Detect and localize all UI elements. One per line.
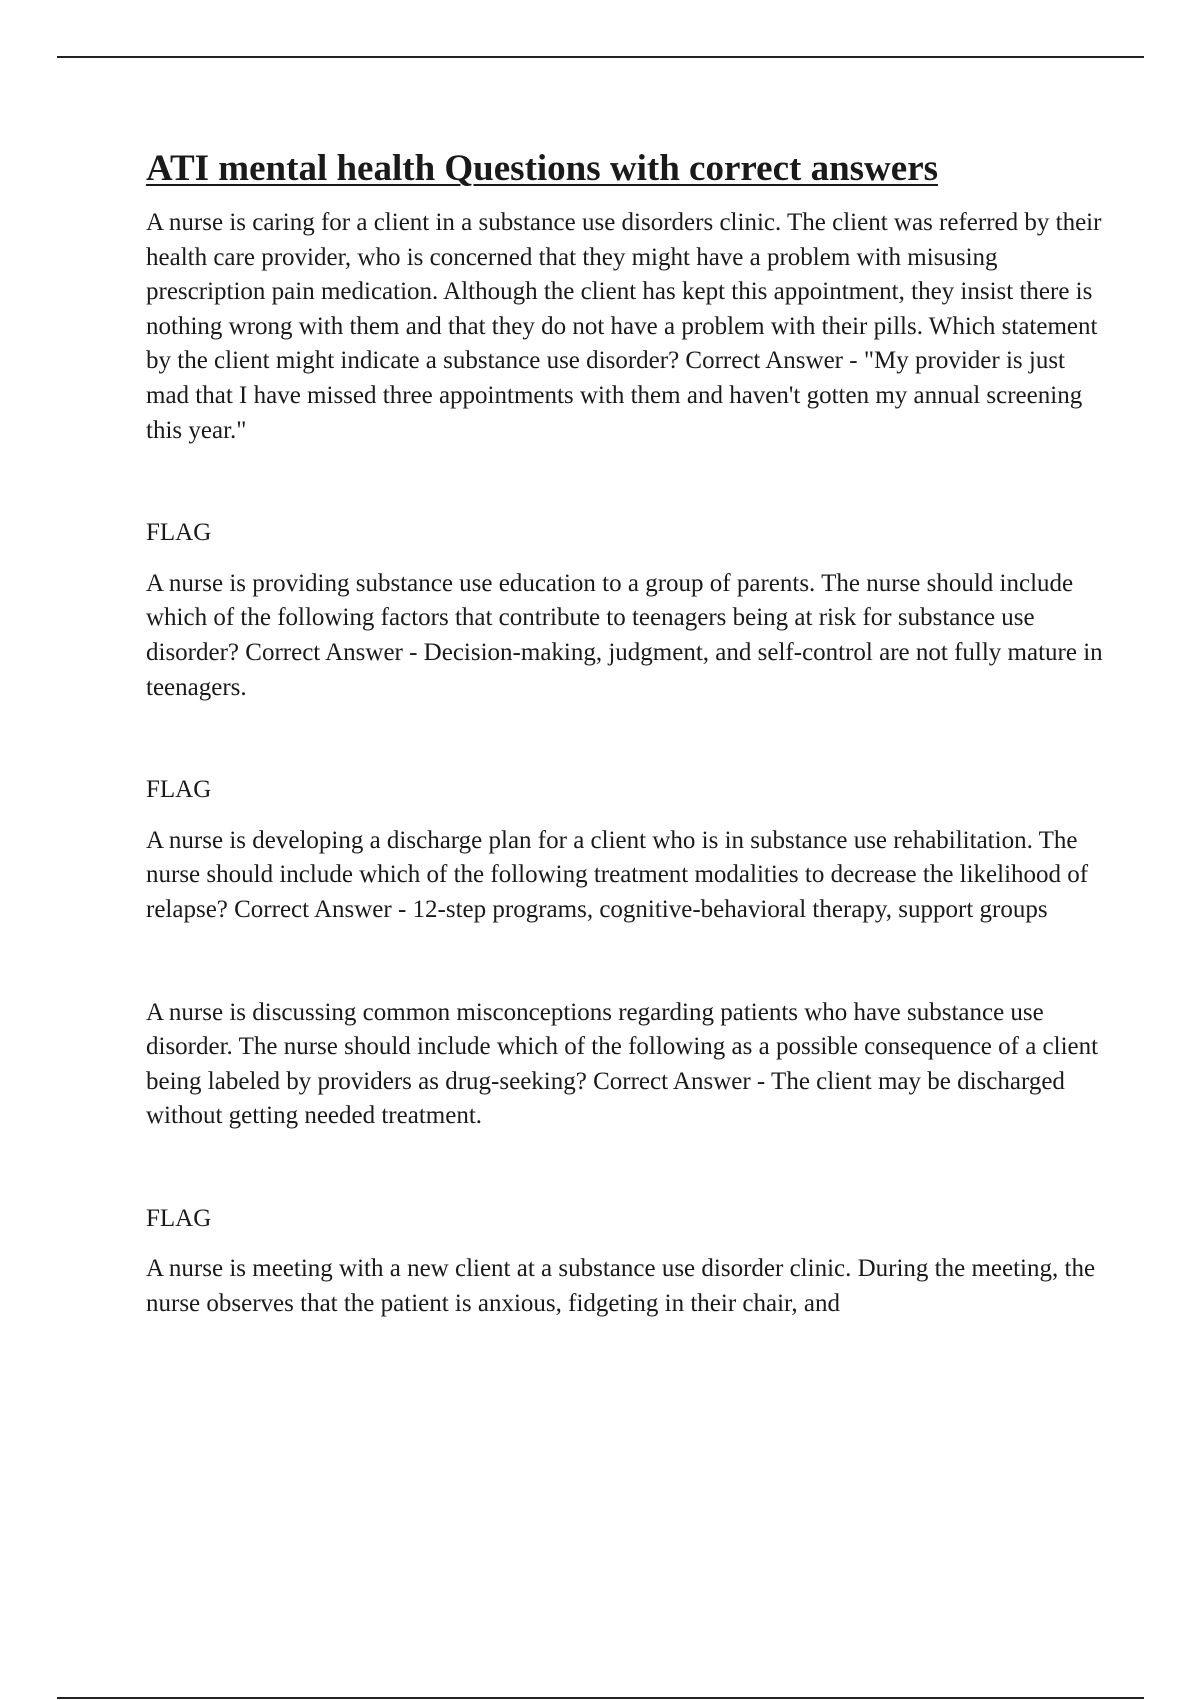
- question-3: A nurse is developing a discharge plan for a client who is in substance use rehabilitation. The nurse should include which of the following treatment modalities to decrease the likelihood of relapse? Correct Answer - 12-step programs, cognitive-behavioral therapy, support groups: [146, 826, 1089, 923]
- document-title: ATI mental health Questions with correct answers: [146, 148, 939, 189]
- bottom-rule: [57, 1697, 1144, 1699]
- document-body: [146, 146, 1106, 1322]
- question-5: A nurse is meeting with a new client at a substance use disorder clinic. During the meeting, the nurse observes that the patient is anxious, fidgeting in their chair, and: [146, 1255, 1096, 1318]
- top-rule: [57, 56, 1144, 58]
- question-4: A nurse is discussing common misconceptions regarding patients who have substance use disorder. The nurse should include which of the following as a possible consequence of a client being labeled by providers as drug-seeking? Correct Answer - The client may be discharged without getting needed treatment.: [146, 998, 1099, 1130]
- question-1: A nurse is caring for a client in a substance use disorders clinic. The client was referred by their health care provider, who is concerned that they might have a problem with misusing prescription pain medication. Although the client has kept this appointment, they insist there is nothing wrong with them and that they do not have a problem with their pills. Which statement by the client might indicate a substance use disorder? Correct Answer - "My provider is just mad that I have missed three appointments with them and haven't gotten my annual screening this year.": [146, 209, 1102, 444]
- flag-label-2: FLAG: [146, 776, 212, 804]
- flag-label-3: FLAG: [146, 1204, 212, 1232]
- question-2: A nurse is providing substance use education to a group of parents. The nurse should include which of the following factors that contribute to teenagers being at risk for substance use disorder? Correct Answer - Decision-making, judgment, and self-control are not fully mature in teenagers.: [146, 569, 1103, 701]
- flag-label-1: FLAG: [146, 519, 212, 547]
